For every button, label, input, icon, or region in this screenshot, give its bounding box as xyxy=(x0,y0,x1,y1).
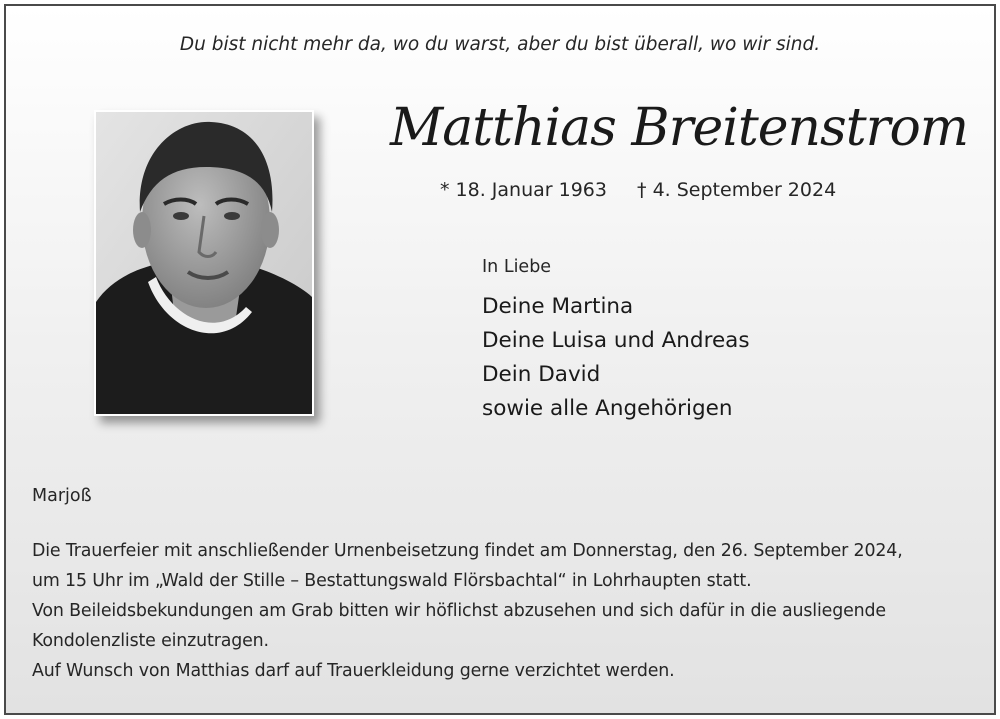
details-line: Von Beileidsbekundungen am Grab bitten wir höflichst abzusehen und sich dafür in die ausliegende xyxy=(32,601,886,621)
details-line: Auf Wunsch von Matthias darf auf Trauerkleidung gerne verzichtet werden. xyxy=(32,661,675,681)
obituary-notice xyxy=(4,4,996,715)
details-line: um 15 Uhr im „Wald der Stille – Bestattungswald Flörsbachtal“ in Lohrhaupten statt. xyxy=(32,571,752,591)
mourner-item: sowie alle Angehörigen xyxy=(482,396,733,421)
mourner-item: Deine Martina xyxy=(482,294,634,319)
mourners-list xyxy=(482,290,750,426)
death-date: † 4. September 2024 xyxy=(637,179,837,201)
motto-quote: Du bist nicht mehr da, wo du warst, aber du bist überall, wo wir sind. xyxy=(179,34,821,55)
mourner-item: Dein David xyxy=(482,362,601,387)
mourner-item: Deine Luisa und Andreas xyxy=(482,328,750,353)
funeral-details xyxy=(32,536,982,686)
portrait-photo xyxy=(94,110,314,416)
place-name: Marjoß xyxy=(32,486,92,506)
details-line: Kondolenzliste einzutragen. xyxy=(32,631,269,651)
birth-date: * 18. Januar 1963 xyxy=(440,179,607,201)
details-line: Die Trauerfeier mit anschließender Urnenbeisetzung findet am Donnerstag, den 26. September 2024, xyxy=(32,541,903,561)
deceased-name: Matthias Breitenstrom xyxy=(390,98,969,158)
in-love-intro: In Liebe xyxy=(482,257,552,277)
life-dates xyxy=(440,179,900,201)
